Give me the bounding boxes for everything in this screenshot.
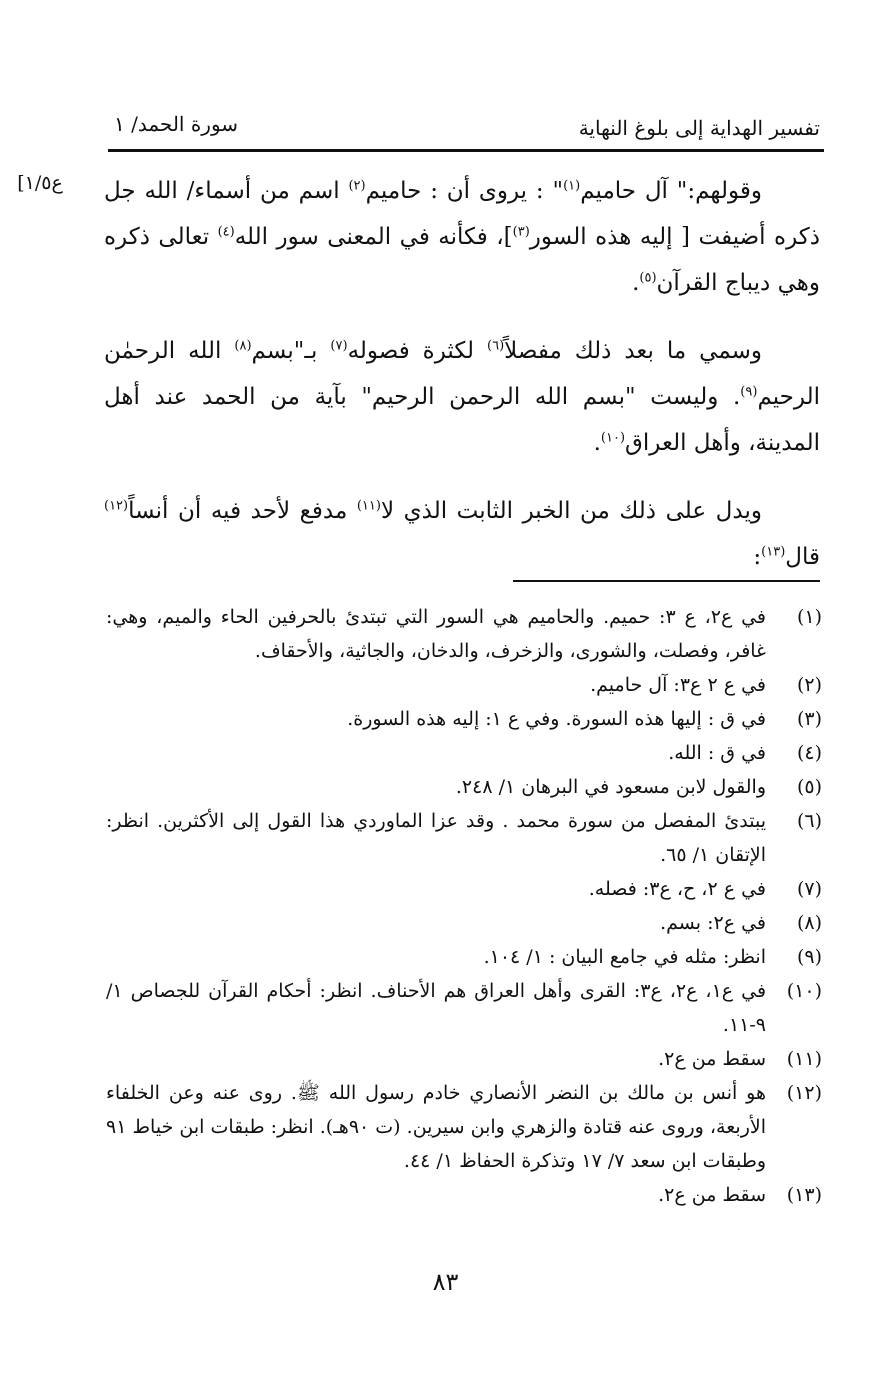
page-number: ٨٣ (432, 1268, 459, 1296)
footnote-text: في ع ٢ ع٣: آل حاميم. (590, 674, 766, 696)
body-text-run: . (632, 270, 640, 296)
footnotes-list (106, 600, 822, 1212)
body-text-run: . (593, 430, 601, 456)
body-text-run: قال (785, 544, 820, 570)
footnote-number: (١٢) (786, 1082, 822, 1104)
footnote-marker: (٦) (487, 338, 505, 354)
footnote-marker: (٥) (639, 270, 657, 286)
footnote-number: (٣) (796, 708, 822, 730)
footnote-marker: (٤) (217, 224, 235, 240)
footnote-item (106, 736, 822, 770)
footnote-number: (١٠) (786, 980, 822, 1002)
footnote-item (106, 1178, 822, 1212)
footnote-marker: (٩) (740, 384, 758, 400)
footnote-text: انظر: مثله في جامع البيان : ١/ ١٠٤. (483, 946, 766, 968)
footnote-marker: (١٢) (104, 498, 129, 514)
footnote-text: في ع٢: بسم. (660, 912, 766, 934)
footnote-marker: (١١) (356, 498, 381, 514)
footnote-text: سقط من ع٢. (658, 1048, 766, 1070)
footnote-number: (٤) (796, 742, 822, 764)
footnote-text: في ق : إليها هذه السورة. وفي ع ١: إليه هذه السورة. (347, 708, 766, 730)
body-text-run: بـ"بسم (251, 338, 331, 364)
header-rule (108, 149, 824, 152)
footnote-text: في ع٢، ع ٣: حميم. والحاميم هي السور التي تبتدئ بالحرفين الحاء والميم، وهي: غافر، وفصلت، والشورى، والزخرف، والدخان، والجاثية، والأحقاف. (106, 606, 766, 662)
footnote-number: (٦) (796, 810, 822, 832)
body-paragraph (104, 488, 820, 580)
footnote-text: والقول لابن مسعود في البرهان ١/ ٢٤٨. (455, 776, 766, 798)
body-text-run: لكثرة فصوله (347, 338, 488, 364)
book-title: تفسير الهداية إلى بلوغ النهاية (578, 116, 820, 140)
footnote-item (106, 1076, 822, 1178)
body-text-run: ]، فكأنه في المعنى سور الله (234, 224, 513, 250)
footnote-item (106, 872, 822, 906)
footnote-item (106, 770, 822, 804)
footnote-text: في ع ٢، ح، ع٣: فصله. (588, 878, 766, 900)
footnote-text: سقط من ع٢. (658, 1184, 766, 1206)
body-text-run: : (753, 544, 762, 570)
footnote-number: (١١) (786, 1048, 822, 1070)
footnote-marker: (٨) (234, 338, 252, 354)
footnote-number: (٧) (796, 878, 822, 900)
body-text-run: ويدل على ذلك من الخبر الثابت الذي لا (380, 498, 762, 524)
footnote-number: (٢) (796, 674, 822, 696)
footnote-item (106, 906, 822, 940)
body-text-run: اسم من أسماء/ الله جل ذكره أضيفت [ إليه هذه السور (104, 178, 820, 250)
footnote-marker: (١٣) (761, 544, 786, 560)
body-paragraph (104, 328, 820, 466)
footnote-text: في ق : الله. (668, 742, 766, 764)
footnote-number: (١) (796, 606, 822, 628)
running-header (108, 108, 824, 148)
body-paragraph (104, 168, 820, 306)
footnote-item (106, 702, 822, 736)
footnote-item (106, 1042, 822, 1076)
footnote-number: (١٣) (786, 1184, 822, 1206)
surah-label: سورة الحمد/ ١ (114, 112, 239, 136)
footnote-marker: (٧) (330, 338, 348, 354)
footnote-number: (٥) (796, 776, 822, 798)
footnote-number: (٩) (796, 946, 822, 968)
main-text (104, 168, 820, 580)
manuscript-margin-reference: ع١/٥] (17, 172, 63, 194)
footnote-separator (513, 580, 820, 582)
footnote-item (106, 600, 822, 668)
body-text-run: تعالى ذكره وهي ديباج القرآن (104, 224, 820, 296)
footnote-item (106, 940, 822, 974)
body-text-run: مدفع لأحد فيه أن أنساً (128, 498, 357, 524)
body-text-run: الله الرحمٰن الرحيم (104, 338, 820, 410)
footnote-item (106, 668, 822, 702)
body-text-run: . وليست "بسم الله الرحمن الرحيم" بآية من الحمد عند أهل المدينة، وأهل العراق (104, 384, 820, 456)
footnote-marker: (٢) (348, 178, 366, 194)
footnote-text: في ع١، ع٢، ع٣: القرى وأهل العراق هم الأحناف. انظر: أحكام القرآن للجصاص ١/ ٩-١١. (106, 980, 767, 1036)
footnote-text: هو أنس بن مالك بن النضر الأنصاري خادم رسول الله ﷺ. روى عنه وعن الخلفاء الأربعة، وروى عنه قتادة والزهري وابن سيرين. (ت ٩٠هـ). انظر: طبقات ابن خياط ٩١ وطبقات ابن سعد ٧/ ١٧ وتذكرة الحفاظ ١/ ٤٤. (106, 1082, 766, 1172)
footnote-item (106, 974, 822, 1042)
footnote-item (106, 804, 822, 872)
footnote-marker: (٣) (512, 224, 530, 240)
footnote-marker: (١٠) (600, 430, 626, 446)
footnote-number: (٨) (796, 912, 822, 934)
footnote-marker: (١) (563, 178, 581, 194)
body-text-run: وقولهم:" آل حاميم (580, 178, 762, 204)
body-text-run: وسمي ما بعد ذلك مفصلاً (504, 338, 762, 364)
footnote-text: يبتدئ المفصل من سورة محمد . وقد عزا الماوردي هذا القول إلى الأكثرين. انظر: الإتقان ١/ ٦٥. (106, 810, 766, 866)
body-text-run: " : يروى أن : حاميم (365, 178, 564, 204)
